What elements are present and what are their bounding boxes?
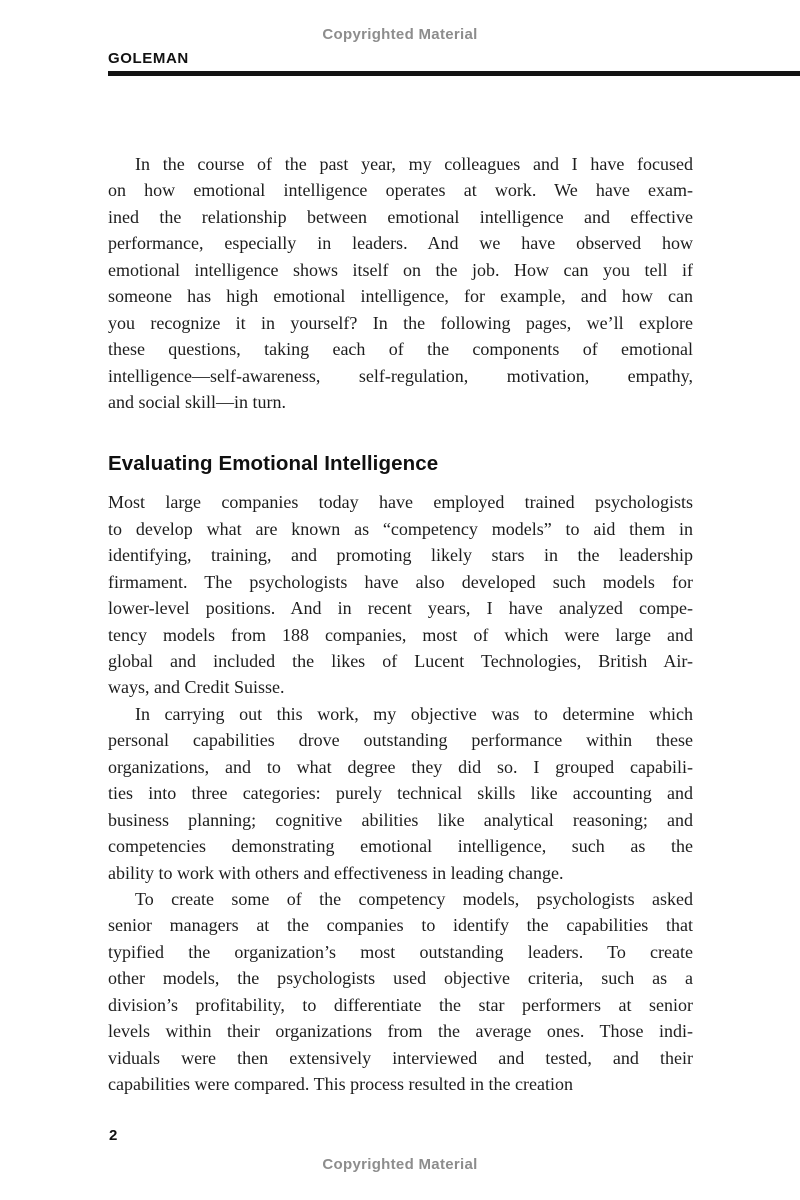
text-line: firmament. The psychologists have also developed such models for [108, 571, 693, 592]
text-line: typified the organization’s most outstanding leaders. To create [108, 941, 693, 962]
text-line: you recognize it in yourself? In the following pages, we’ll explore [108, 312, 693, 333]
copyright-notice-top: Copyrighted Material [322, 26, 478, 43]
text-line: and social skill—in turn. [108, 391, 286, 412]
text-line: levels within their organizations from the average ones. Those indi- [108, 1021, 693, 1042]
copyright-notice-bottom: Copyrighted Material [322, 1156, 478, 1173]
text-line: competencies demonstrating emotional intelligence, such as the [108, 836, 693, 857]
text-line: tency models from 188 companies, most of which were large and [108, 624, 693, 645]
text-line: these questions, taking each of the components of emotional [108, 339, 693, 360]
text-line: ways, and Credit Suisse. [108, 677, 285, 698]
text-line: division’s profitability, to differentiate the star performers at senior [108, 994, 693, 1015]
text-line: someone has high emotional intelligence, for example, and how can [108, 286, 693, 307]
text-line: organizations, and to what degree they did so. I grouped capabili- [108, 756, 693, 777]
text-line: global and included the likes of Lucent Technologies, British Air- [108, 651, 693, 671]
text-line: business planning; cognitive abilities like analytical reasoning; and [108, 809, 693, 830]
paragraph [108, 886, 693, 1098]
text-line: To create some of the competency models, psychologists asked [135, 888, 693, 909]
header-rule [108, 71, 800, 76]
text-line: other models, the psychologists used objective criteria, such as a [108, 968, 693, 989]
section-heading: Evaluating Emotional Intelligence [108, 452, 439, 476]
text-line: ined the relationship between emotional intelligence and effective [108, 206, 693, 227]
text-line: on how emotional intelligence operates at work. We have exam- [108, 180, 693, 201]
paragraph [108, 489, 693, 701]
body-text-block [108, 151, 693, 1097]
text-line: performance, especially in leaders. And we have observed how [108, 233, 693, 254]
paragraph [108, 701, 693, 886]
text-line: viduals were then extensively interviewed and tested, and their [108, 1047, 693, 1068]
text-line: personal capabilities drove outstanding performance within these [108, 730, 693, 751]
text-line: emotional intelligence shows itself on the job. How can you tell if [108, 259, 693, 280]
text-line: capabilities were compared. This process resulted in the creation [108, 1074, 573, 1094]
text-line: Most large companies today have employed trained psychologists [108, 492, 693, 513]
text-line: In the course of the past year, my colleagues and I have focused [135, 154, 693, 174]
paragraph [108, 151, 693, 415]
text-line: ties into three categories: purely technical skills like accounting and [108, 783, 693, 804]
text-line: ability to work with others and effectiveness in leading change. [108, 862, 564, 883]
page-number: 2 [109, 1127, 118, 1144]
text-line: lower-level positions. And in recent years, I have analyzed compe- [108, 598, 693, 619]
text-line: to develop what are known as “competency models” to aid them in [108, 518, 693, 539]
text-line: identifying, training, and promoting likely stars in the leadership [108, 545, 693, 566]
text-line: In carrying out this work, my objective was to determine which [135, 703, 693, 724]
text-line: intelligence—self-awareness, self-regulation, motivation, empathy, [108, 365, 693, 386]
text-line: senior managers at the companies to identify the capabilities that [108, 915, 693, 936]
running-header-author: GOLEMAN [108, 50, 189, 67]
